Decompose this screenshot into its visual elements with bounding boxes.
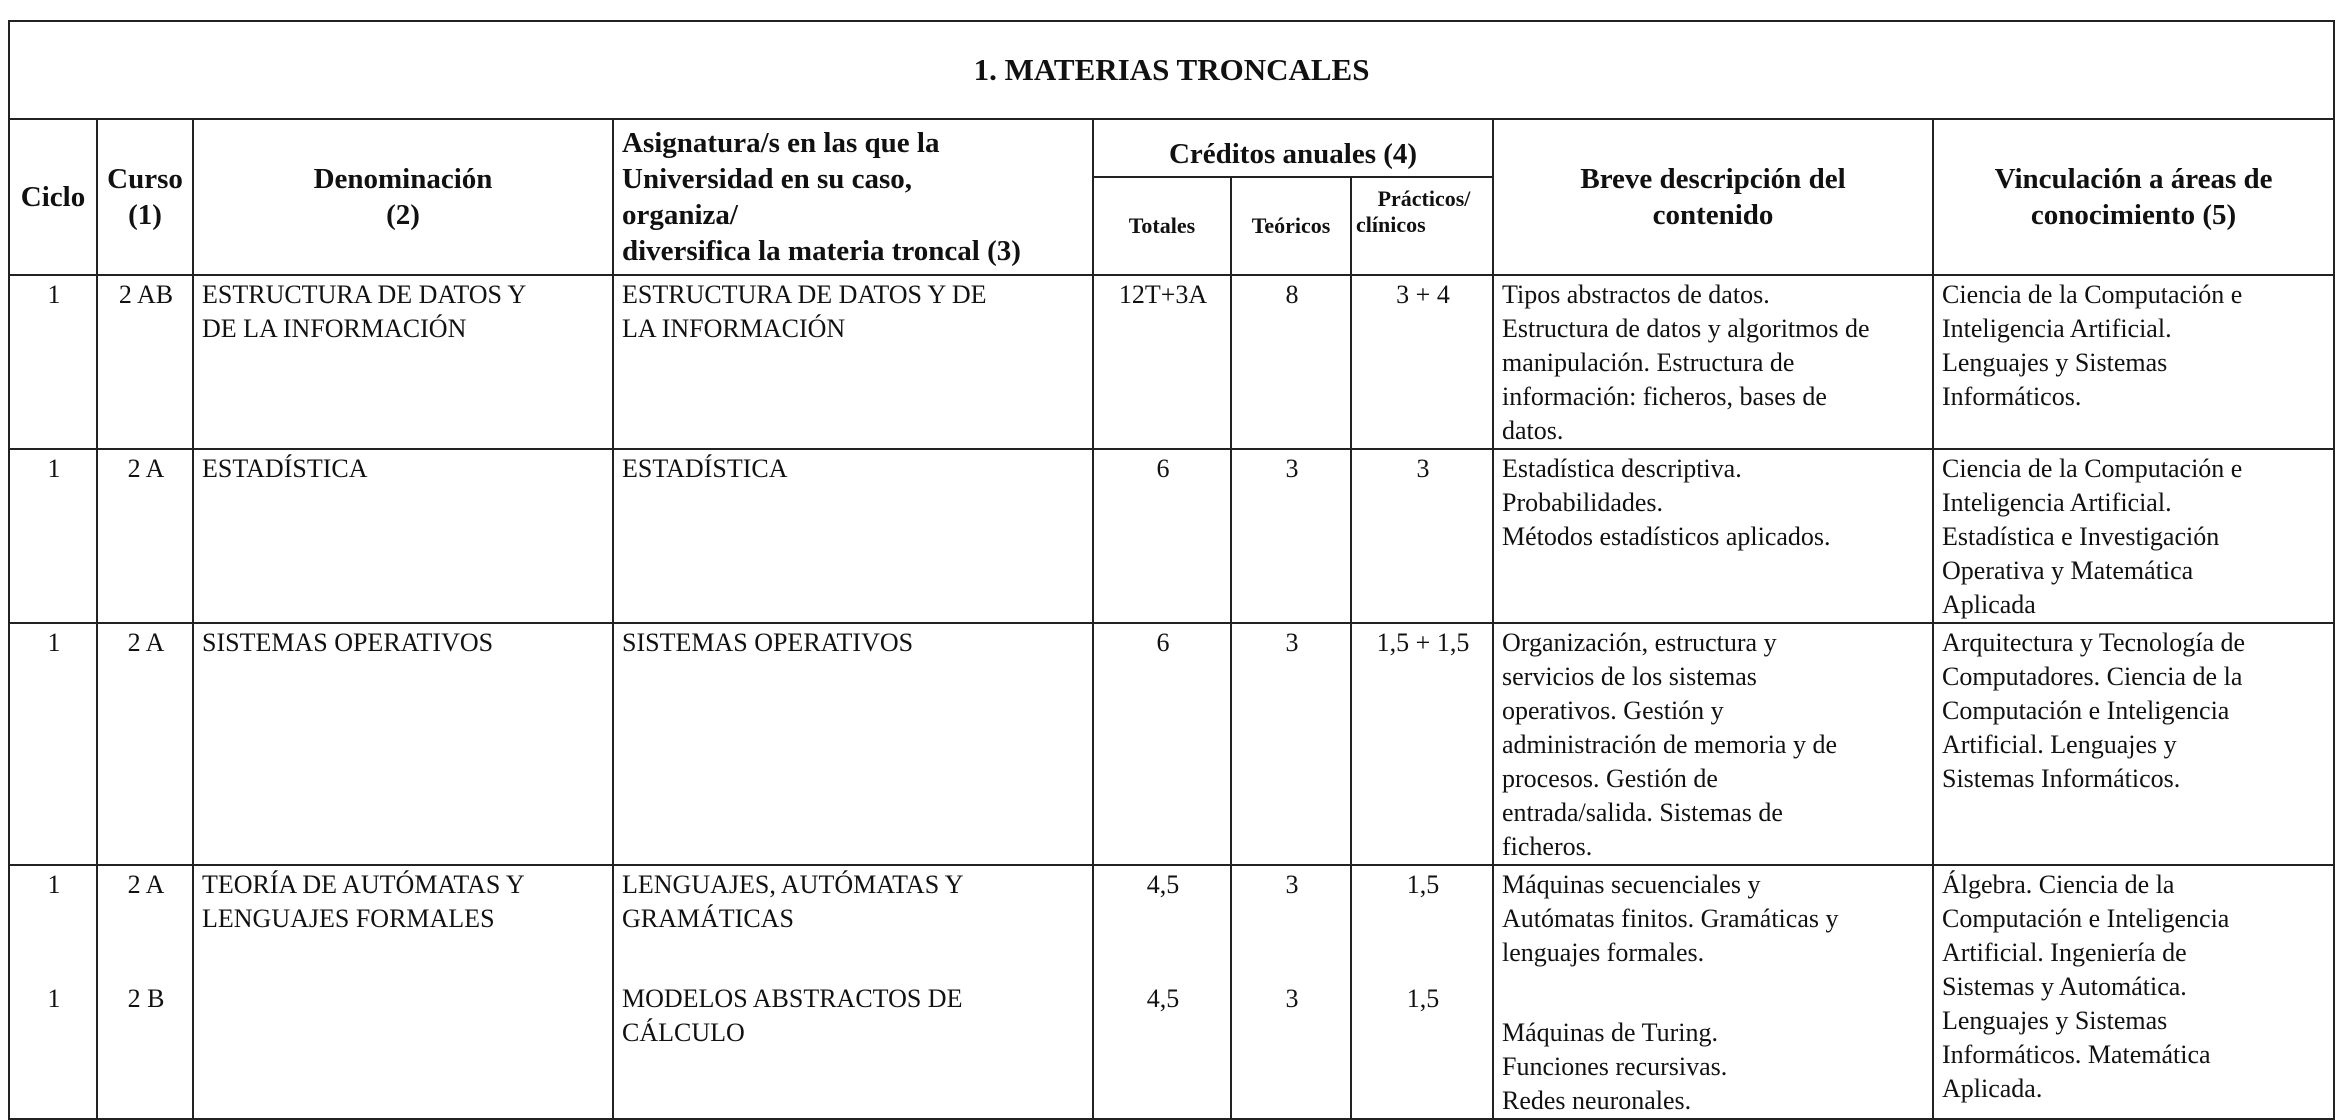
cell-practicos: 1,5 + 1,5	[1351, 623, 1493, 865]
cell-vinculacion: Ciencia de la Computación e Inteligencia Artificial. Estadística e Investigación Operativa y Matemática Aplicada	[1933, 449, 2334, 623]
cell-descripcion: Organización, estructura y servicios de los sistemas operativos. Gestión y administración de memoria y de procesos. Gestión de entrada/salida. Sistemas de ficheros.	[1493, 623, 1933, 865]
header-teoricos: Teóricos	[1231, 177, 1351, 275]
cell-teoricos: 3	[1231, 449, 1351, 623]
cell-curso: 2 A	[97, 623, 193, 865]
troncales-table	[8, 20, 2335, 1120]
table-row	[9, 449, 2334, 623]
cell-vinculacion: Arquitectura y Tecnología de Computadores. Ciencia de la Computación e Inteligencia Artificial. Lenguajes y Sistemas Informáticos.	[1933, 623, 2334, 865]
cell-denominacion: ESTADÍSTICA	[193, 449, 613, 623]
cell-teoricos: 3 3	[1231, 865, 1351, 1119]
cell-ciclo: 1	[9, 275, 97, 449]
header-totales: Totales	[1093, 177, 1231, 275]
header-creditos: Créditos anuales (4)	[1093, 119, 1493, 177]
cell-curso: 2 AB	[97, 275, 193, 449]
cell-denominacion: TEORÍA DE AUTÓMATAS Y LENGUAJES FORMALES	[193, 865, 613, 1119]
cell-totales: 6	[1093, 449, 1231, 623]
cell-practicos: 3 + 4	[1351, 275, 1493, 449]
cell-asignatura: ESTADÍSTICA	[613, 449, 1093, 623]
cell-ciclo: 1 1	[9, 865, 97, 1119]
cell-curso: 2 A 2 B	[97, 865, 193, 1119]
cell-denominacion: SISTEMAS OPERATIVOS	[193, 623, 613, 865]
header-curso: Curso (1)	[97, 119, 193, 275]
cell-descripcion: Estadística descriptiva. Probabilidades. Métodos estadísticos aplicados.	[1493, 449, 1933, 623]
cell-asignatura: LENGUAJES, AUTÓMATAS Y GRAMÁTICAS MODELOS ABSTRACTOS DE CÁLCULO	[613, 865, 1093, 1119]
header-denominacion: Denominación (2)	[193, 119, 613, 275]
header-vinculacion: Vinculación a áreas de conocimiento (5)	[1933, 119, 2334, 275]
cell-totales: 6	[1093, 623, 1231, 865]
cell-teoricos: 8	[1231, 275, 1351, 449]
cell-denominacion: ESTRUCTURA DE DATOS Y DE LA INFORMACIÓN	[193, 275, 613, 449]
table-row	[9, 275, 2334, 449]
header-asignatura: Asignatura/s en las que la Universidad en su caso, organiza/ diversifica la materia troncal (3)	[613, 119, 1093, 275]
cell-asignatura: SISTEMAS OPERATIVOS	[613, 623, 1093, 865]
header-ciclo: Ciclo	[9, 119, 97, 275]
cell-descripcion: Máquinas secuenciales y Autómatas finitos. Gramáticas y lenguajes formales. Máquinas de Turing. Funciones recursivas. Redes neuronales.	[1493, 865, 1933, 1119]
cell-practicos: 1,5 1,5	[1351, 865, 1493, 1119]
cell-totales: 12T+3A	[1093, 275, 1231, 449]
cell-vinculacion: Álgebra. Ciencia de la Computación e Inteligencia Artificial. Ingeniería de Sistemas y Automática. Lenguajes y Sistemas Informáticos. Matemática Aplicada.	[1933, 865, 2334, 1119]
cell-descripcion: Tipos abstractos de datos. Estructura de datos y algoritmos de manipulación. Estructura de información: ficheros, bases de datos.	[1493, 275, 1933, 449]
cell-practicos: 3	[1351, 449, 1493, 623]
cell-asignatura: ESTRUCTURA DE DATOS Y DE LA INFORMACIÓN	[613, 275, 1093, 449]
cell-ciclo: 1	[9, 623, 97, 865]
cell-curso: 2 A	[97, 449, 193, 623]
header-practicos: Prácticos/ clínicos	[1351, 177, 1493, 275]
document-page	[8, 20, 2333, 1115]
table-title: 1. MATERIAS TRONCALES	[9, 21, 2334, 119]
cell-ciclo: 1	[9, 449, 97, 623]
header-descripcion: Breve descripción del contenido	[1493, 119, 1933, 275]
table-row	[9, 623, 2334, 865]
cell-teoricos: 3	[1231, 623, 1351, 865]
cell-totales: 4,5 4,5	[1093, 865, 1231, 1119]
cell-vinculacion: Ciencia de la Computación e Inteligencia Artificial. Lenguajes y Sistemas Informáticos.	[1933, 275, 2334, 449]
table-row	[9, 865, 2334, 1119]
